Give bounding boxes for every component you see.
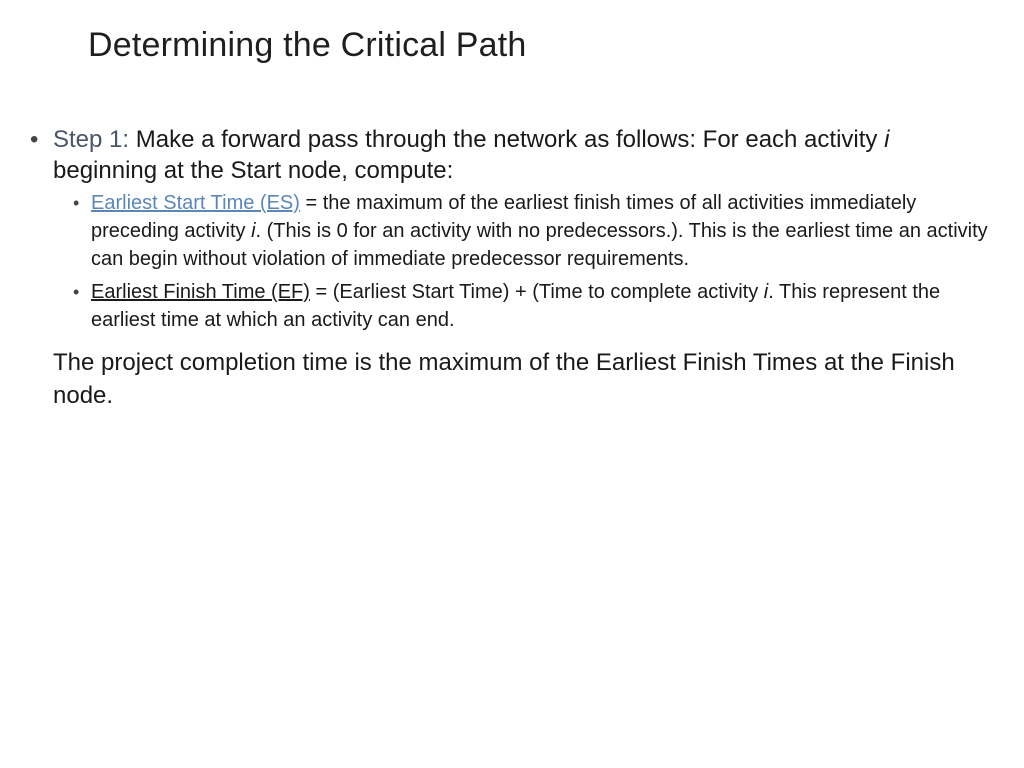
sub-bullet-list xyxy=(30,189,990,334)
closing-paragraph: The project completion time is the maximum of the Earliest Finish Times at the Finish node. xyxy=(53,349,955,409)
ef-text-b: . This represent the earliest time at which an activity can end. xyxy=(91,281,941,331)
es-term-link[interactable]: Earliest Start Time (ES) xyxy=(91,192,300,214)
es-item xyxy=(30,189,990,273)
bullet-icon: • xyxy=(73,193,80,213)
step-var-i: i xyxy=(884,126,890,153)
es-var-i: i xyxy=(251,220,256,242)
ef-text-a: = (Earliest Start Time) + (Time to complete activity xyxy=(309,281,764,303)
slide-title: Determining the Critical Path xyxy=(88,26,527,64)
step-bullet xyxy=(30,124,990,186)
es-text-a: = the maximum of the earliest finish times of all activities immediately preceding activity xyxy=(91,192,917,242)
step-text-b: beginning at the Start node, compute: xyxy=(53,157,454,184)
bullet-icon: • xyxy=(30,126,39,153)
bullet-icon: • xyxy=(73,282,80,302)
slide-body xyxy=(30,124,990,412)
ef-term: Earliest Finish Time (EF) xyxy=(91,281,310,303)
step-text-a: Make a forward pass through the network as follows: For each activity xyxy=(135,126,885,153)
ef-item xyxy=(30,278,990,334)
step-label: Step 1: xyxy=(53,126,130,153)
es-text-b: . (This is 0 for an activity with no predecessors.). This is the earliest time an activity can begin without violation of immediate predecessor requirements. xyxy=(91,220,988,270)
ef-var-i: i xyxy=(763,281,769,303)
